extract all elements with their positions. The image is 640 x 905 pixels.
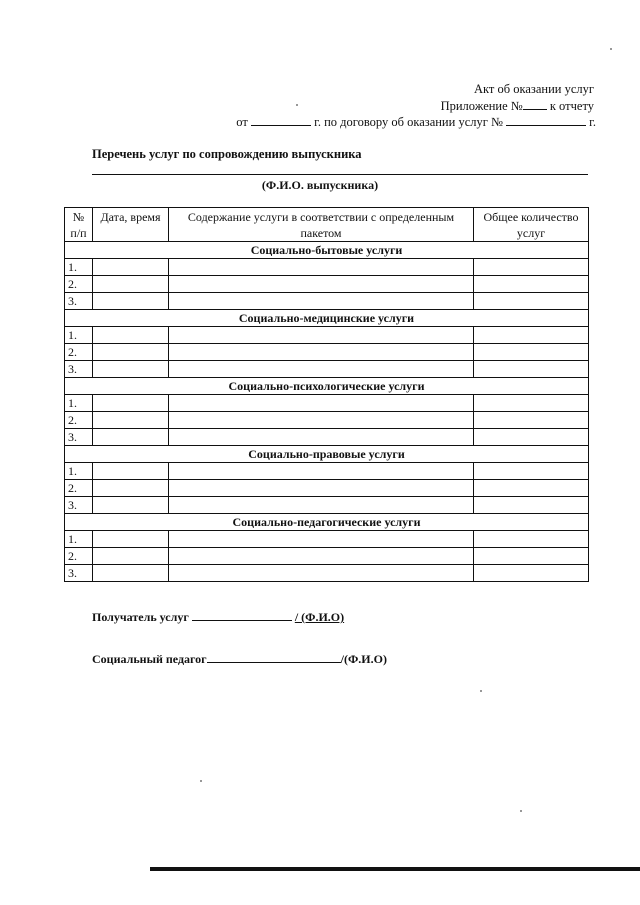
date-cell[interactable] — [93, 276, 169, 293]
table-row — [65, 361, 589, 378]
recipient-signature-blank[interactable] — [192, 609, 292, 621]
total-cell[interactable] — [474, 361, 589, 378]
contract-number-blank[interactable] — [506, 114, 586, 126]
section-row — [65, 310, 589, 327]
date-cell[interactable] — [93, 259, 169, 276]
row-number: 1. — [65, 463, 93, 480]
content-cell[interactable] — [169, 463, 474, 480]
content-cell[interactable] — [169, 361, 474, 378]
row-number: 2. — [65, 548, 93, 565]
appendix-prefix: Приложение № — [440, 99, 523, 113]
teacher-label: Социальный педагог — [92, 652, 207, 666]
table-row — [65, 412, 589, 429]
appendix-suffix: к отчету — [549, 99, 594, 113]
content-cell[interactable] — [169, 327, 474, 344]
contract-line — [236, 114, 596, 130]
date-cell[interactable] — [93, 412, 169, 429]
table-row — [65, 565, 589, 582]
services-table — [64, 207, 589, 582]
date-cell[interactable] — [93, 480, 169, 497]
content-cell[interactable] — [169, 429, 474, 446]
content-cell[interactable] — [169, 480, 474, 497]
date-cell[interactable] — [93, 293, 169, 310]
total-cell[interactable] — [474, 327, 589, 344]
content-cell[interactable] — [169, 344, 474, 361]
header-date: Дата, время — [93, 208, 169, 242]
date-blank[interactable] — [251, 114, 311, 126]
row-number: 3. — [65, 497, 93, 514]
date-cell[interactable] — [93, 429, 169, 446]
section-title: Социально-педагогические услуги — [65, 514, 589, 531]
total-cell[interactable] — [474, 276, 589, 293]
from-label: от — [236, 115, 248, 129]
table-row — [65, 429, 589, 446]
row-number: 2. — [65, 276, 93, 293]
teacher-signature-blank[interactable] — [207, 651, 341, 663]
section-row — [65, 446, 589, 463]
row-number: 1. — [65, 259, 93, 276]
row-number: 3. — [65, 361, 93, 378]
date-cell[interactable] — [93, 395, 169, 412]
row-number: 3. — [65, 293, 93, 310]
table-row — [65, 293, 589, 310]
content-cell[interactable] — [169, 565, 474, 582]
graduate-name-caption: (Ф.И.О. выпускника) — [261, 178, 379, 192]
recipient-signature-line — [92, 609, 344, 625]
scan-speck — [610, 48, 612, 50]
table-row — [65, 480, 589, 497]
recipient-fio: / (Ф.И.О) — [294, 610, 345, 624]
total-cell[interactable] — [474, 497, 589, 514]
act-title: Акт об оказании услуг — [473, 82, 594, 96]
total-cell[interactable] — [474, 463, 589, 480]
content-cell[interactable] — [169, 531, 474, 548]
date-cell[interactable] — [93, 565, 169, 582]
section-title: Социально-медицинские услуги — [65, 310, 589, 327]
appendix-line — [441, 98, 594, 114]
row-number: 2. — [65, 412, 93, 429]
total-cell[interactable] — [474, 565, 589, 582]
section-title: Социально-правовые услуги — [65, 446, 589, 463]
header-total: Общее количество услуг — [474, 208, 589, 242]
content-cell[interactable] — [169, 276, 474, 293]
date-cell[interactable] — [93, 531, 169, 548]
total-cell[interactable] — [474, 480, 589, 497]
date-cell[interactable] — [93, 361, 169, 378]
date-cell[interactable] — [93, 344, 169, 361]
year-suffix: г. — [589, 115, 596, 129]
total-cell[interactable] — [474, 259, 589, 276]
table-row — [65, 548, 589, 565]
row-number: 1. — [65, 531, 93, 548]
table-row — [65, 497, 589, 514]
date-cell[interactable] — [93, 497, 169, 514]
recipient-label: Получатель услуг — [92, 610, 189, 624]
table-row — [65, 344, 589, 361]
teacher-signature-line — [92, 651, 387, 667]
total-cell[interactable] — [474, 548, 589, 565]
total-cell[interactable] — [474, 412, 589, 429]
date-cell[interactable] — [93, 463, 169, 480]
content-cell[interactable] — [169, 412, 474, 429]
row-number: 1. — [65, 327, 93, 344]
content-cell[interactable] — [169, 548, 474, 565]
row-number: 2. — [65, 344, 93, 361]
table-row — [65, 276, 589, 293]
table-row — [65, 395, 589, 412]
header-content: Содержание услуги в соответствии с определенным пакетом — [169, 208, 474, 242]
table-row — [65, 531, 589, 548]
scan-speck — [520, 810, 522, 812]
total-cell[interactable] — [474, 293, 589, 310]
row-number: 3. — [65, 429, 93, 446]
scan-speck — [296, 104, 298, 106]
content-cell[interactable] — [169, 259, 474, 276]
header-number: № п/п — [65, 208, 93, 242]
total-cell[interactable] — [474, 344, 589, 361]
table-row — [65, 463, 589, 480]
section-row — [65, 242, 589, 259]
scan-speck — [200, 780, 202, 782]
date-cell[interactable] — [93, 548, 169, 565]
row-number: 3. — [65, 565, 93, 582]
section-title: Социально-психологические услуги — [65, 378, 589, 395]
table-header-row — [65, 208, 589, 242]
total-cell[interactable] — [474, 429, 589, 446]
total-cell[interactable] — [474, 395, 589, 412]
table-row — [65, 327, 589, 344]
section-row — [65, 378, 589, 395]
section-title: Социально-бытовые услуги — [65, 242, 589, 259]
content-cell[interactable] — [169, 293, 474, 310]
teacher-fio: /(Ф.И.О) — [340, 652, 387, 666]
date-cell[interactable] — [93, 327, 169, 344]
row-number: 1. — [65, 395, 93, 412]
content-cell[interactable] — [169, 395, 474, 412]
services-list-title: Перечень услуг по сопровождению выпускника — [92, 147, 362, 161]
total-cell[interactable] — [474, 531, 589, 548]
scan-speck — [480, 690, 482, 692]
appendix-number-blank[interactable] — [523, 98, 547, 110]
section-row — [65, 514, 589, 531]
graduate-name-line[interactable] — [92, 174, 588, 175]
row-number: 2. — [65, 480, 93, 497]
table-row — [65, 259, 589, 276]
content-cell[interactable] — [169, 497, 474, 514]
scan-edge-bar — [150, 867, 640, 871]
contract-text: г. по договору об оказании услуг № — [314, 115, 503, 129]
